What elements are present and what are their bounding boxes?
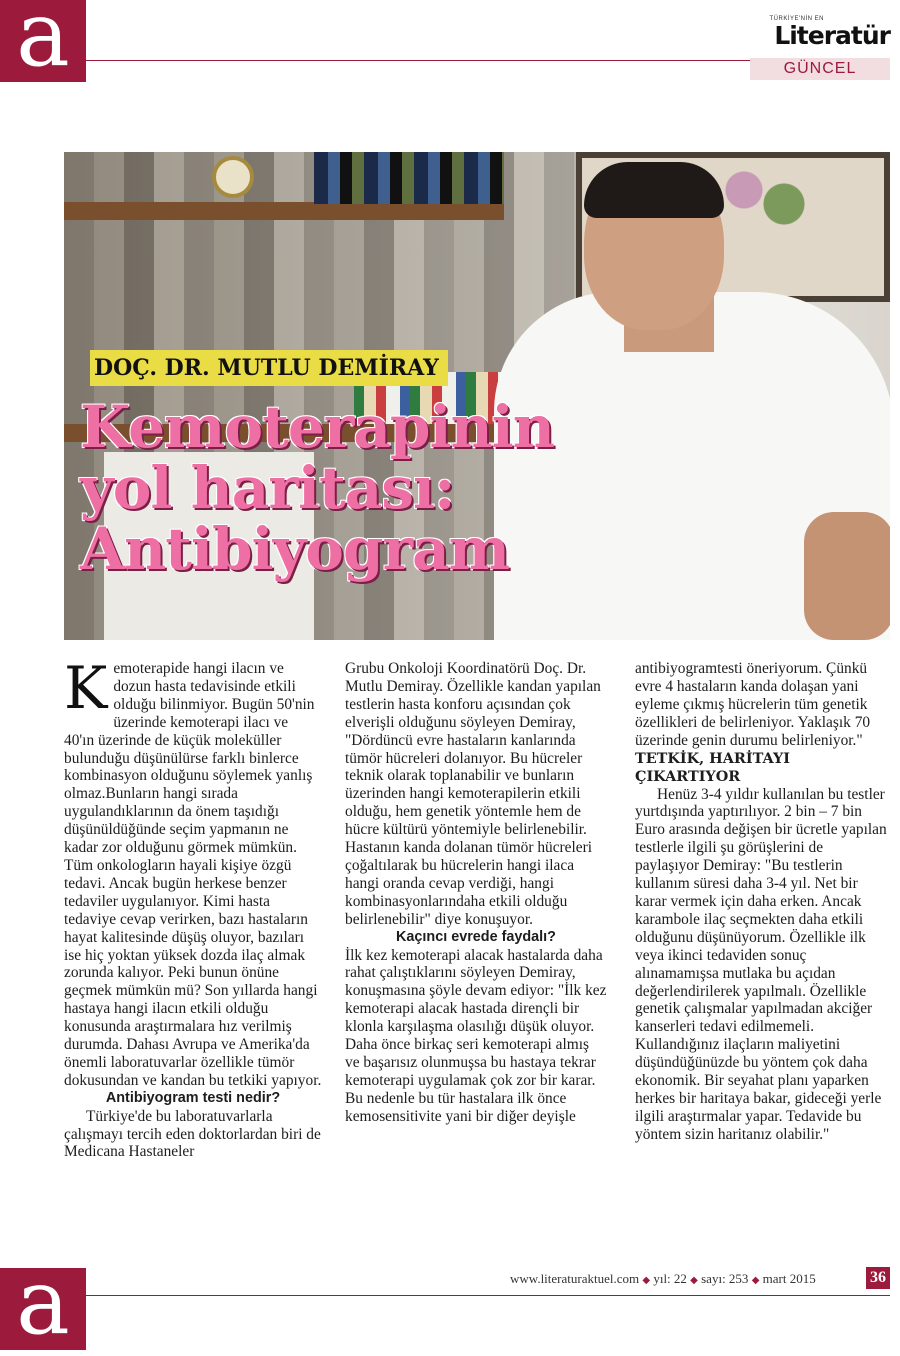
photo-clock [212, 156, 254, 198]
col3-paragraph-2: Henüz 3-4 yıldır kullanılan bu testler yurtdışında yaptırılıyor. 2 bin – 7 bin Euro arasında değişen bir ücretle yapılan testlerle ilgili şu görüşlerini de paylaşıyor Demiray: "Bu testlerin kullanım süresi daha 3-4 yıl. Net bir karar vermek için daha erken. Ancak karambole ilaç seçmekten daha etkili olduğunu düşünüyorum. Özellikle ilk veya ikinci tedaviden sonuç alınamamışsa mutlaka bu açıdan değerlendirilerek yapılmalı. Özellikle genetik çalışmalar yapılmadan akciğer kanserleri tedavi edilmemeli. Kullandığınız ilaçların maliyetini düşündüğünüzde bu yöntem çok daha ekonomik. Bir seyahat planı yaparken herkes bir haritaya bakar, gideceği yerle ilgili araştırmalar yapar. Tedavide bu yöntem sizin haritanız olabilir." [635, 785, 887, 1143]
photo-arm [804, 512, 890, 640]
subhead-kacinci-evre: Kaçıncı evrede faydalı? [396, 928, 556, 945]
page-footer [510, 1271, 816, 1289]
col3-paragraph-1: antibiyogramtesti öneriyorum. Çünkü evre 4 hastaların kanda dolaşan yani eyleme çıkmış hücrelerin tüm genetik özellikleri de belirleniyor. Yaklaşık 70 üzerinde genin durumu belirleniyor." [635, 660, 871, 749]
section-label: GÜNCEL [750, 58, 890, 80]
photo-shelf-upper [64, 202, 504, 220]
separator-diamond-icon: ◆ [751, 1275, 760, 1286]
header-rule [86, 60, 750, 61]
article-column-2 [345, 660, 607, 1126]
masthead [750, 16, 890, 80]
article-column-1 [64, 654, 322, 1161]
brand-letter-bottom: a [0, 1268, 86, 1350]
separator-diamond-icon: ◆ [642, 1275, 651, 1286]
footer-year: yıl: 22 [653, 1271, 687, 1286]
col1-paragraph-2: Türkiye'de bu laboratuvarlarla çalışmayı tercih eden doktorlardan biri de Medicana Hastaneler [64, 1107, 321, 1161]
subhead-antibiyogram: Antibiyogram testi nedir? [105, 1089, 281, 1106]
magazine-logo: Literatür [774, 21, 890, 50]
footer-issue: sayı: 253 [701, 1271, 749, 1286]
drop-cap: K [64, 654, 108, 722]
photo-books-upper [314, 152, 504, 204]
brand-letter-top: a [0, 0, 86, 82]
photo-hair [584, 162, 724, 218]
headline-line-3: Antibiyogram [80, 515, 510, 583]
col2-paragraph-1: Grubu Onkoloji Koordinatörü Doç. Dr. Mutlu Demiray. Özellikle kandan yapılan testlerin hasta konforu açısından çok elverişli olduğunu söyleyen Demiray, "Dördüncü evre hastaların kanlarında tümör hücreleri dolanıyor. Bu hücreler teknik olarak toplanabilir ve bunların üzerinden hangi kemoterapilerin etkili olduğu, hem genetik yöntemle hem de hücre kültürü yöntemiyle belirlenebilir. Hastanın kanda dolanan tümör hücreleri çoğaltılarak bu hücrelerin hangi ilaca hangi oranda cevap verdiği, hangi kombinasyonlarındaha etkili olduğu belirlenebilir" diye konuşuyor. [345, 660, 601, 928]
author-name: DOÇ. DR. MUTLU DEMİRAY [94, 355, 439, 381]
col2-paragraph-2: İlk kez kemoterapi alacak hastalarda daha rahat çalıştıklarını söyleyen Demiray, konuşmasına şöyle devam ediyor: "İlk kez kemoterapi alacak hastada dirençli bir klonla karşılaşma olasılığı düşük oluyor. Daha önce birkaç seri kemoterapi almış ve başarısız olunmuşsa bu hastaya tekrar kemoterapi uygulamak çok zor bir karar. Bu nedenle bu tür hastalara ilk önce kemosensitivite yani bir diğer deyişle [345, 946, 607, 1125]
col1-paragraph-1: emoterapide hangi ilacın ve dozun hasta tedavisinde etkili olduğu bilinmiyor. Bugün 50'nin üzerinde kemoterapi ilacı ve 40'ın üzerinde de küçük moleküller bulunduğu düşünülürse farklı binlerce kombinasyon olduğunu söylemek yanlış olmaz.Bunların hangi sırada uygulandıklarının da önem taşıdığı düşünüldüğünde seçim yapmanın ne kadar zor olduğunu görmek mümkün. Tüm onkologların hayali kişiye özgü tedavi. Ancak bugün herkese benzer tedaviler uygulanıyor. Kimi hasta tedaviye cevap verirken, bazı hastaların hayat kalitesinde düşüş oluyor, bazıları ise hiç yoktan yüksek dozda ilaç almak zorunda kalıyor. Peki bunun önüne geçmek mümkün mü? Son yıllarda hangi hastaya hangi ilacın etkili olduğu konusunda araştırmalara hız verilmiş durumda. Dahası Avrupa ve Amerika'da önemli laboratuvarlar özellikle tümör dokusundan ve kandan bu tetkiki yapıyor. [64, 660, 322, 1089]
separator-diamond-icon: ◆ [690, 1275, 698, 1286]
page-number: 36 [866, 1267, 890, 1289]
article-column-3 [635, 660, 890, 1144]
masthead-small-text: TÜRKİYE'NİN EN [769, 16, 824, 22]
headline-line-1: Kemoterapinin [80, 393, 554, 461]
article-headline [80, 393, 580, 583]
headline-line-2: yol haritası: [80, 454, 455, 522]
footer-date: mart 2015 [762, 1271, 816, 1286]
footer-rule [86, 1295, 890, 1296]
footer-url[interactable]: www.literaturaktuel.com [510, 1271, 640, 1286]
subhead-tetkik: TETKİK, HARİTAYI ÇIKARTIYOR [635, 749, 790, 785]
